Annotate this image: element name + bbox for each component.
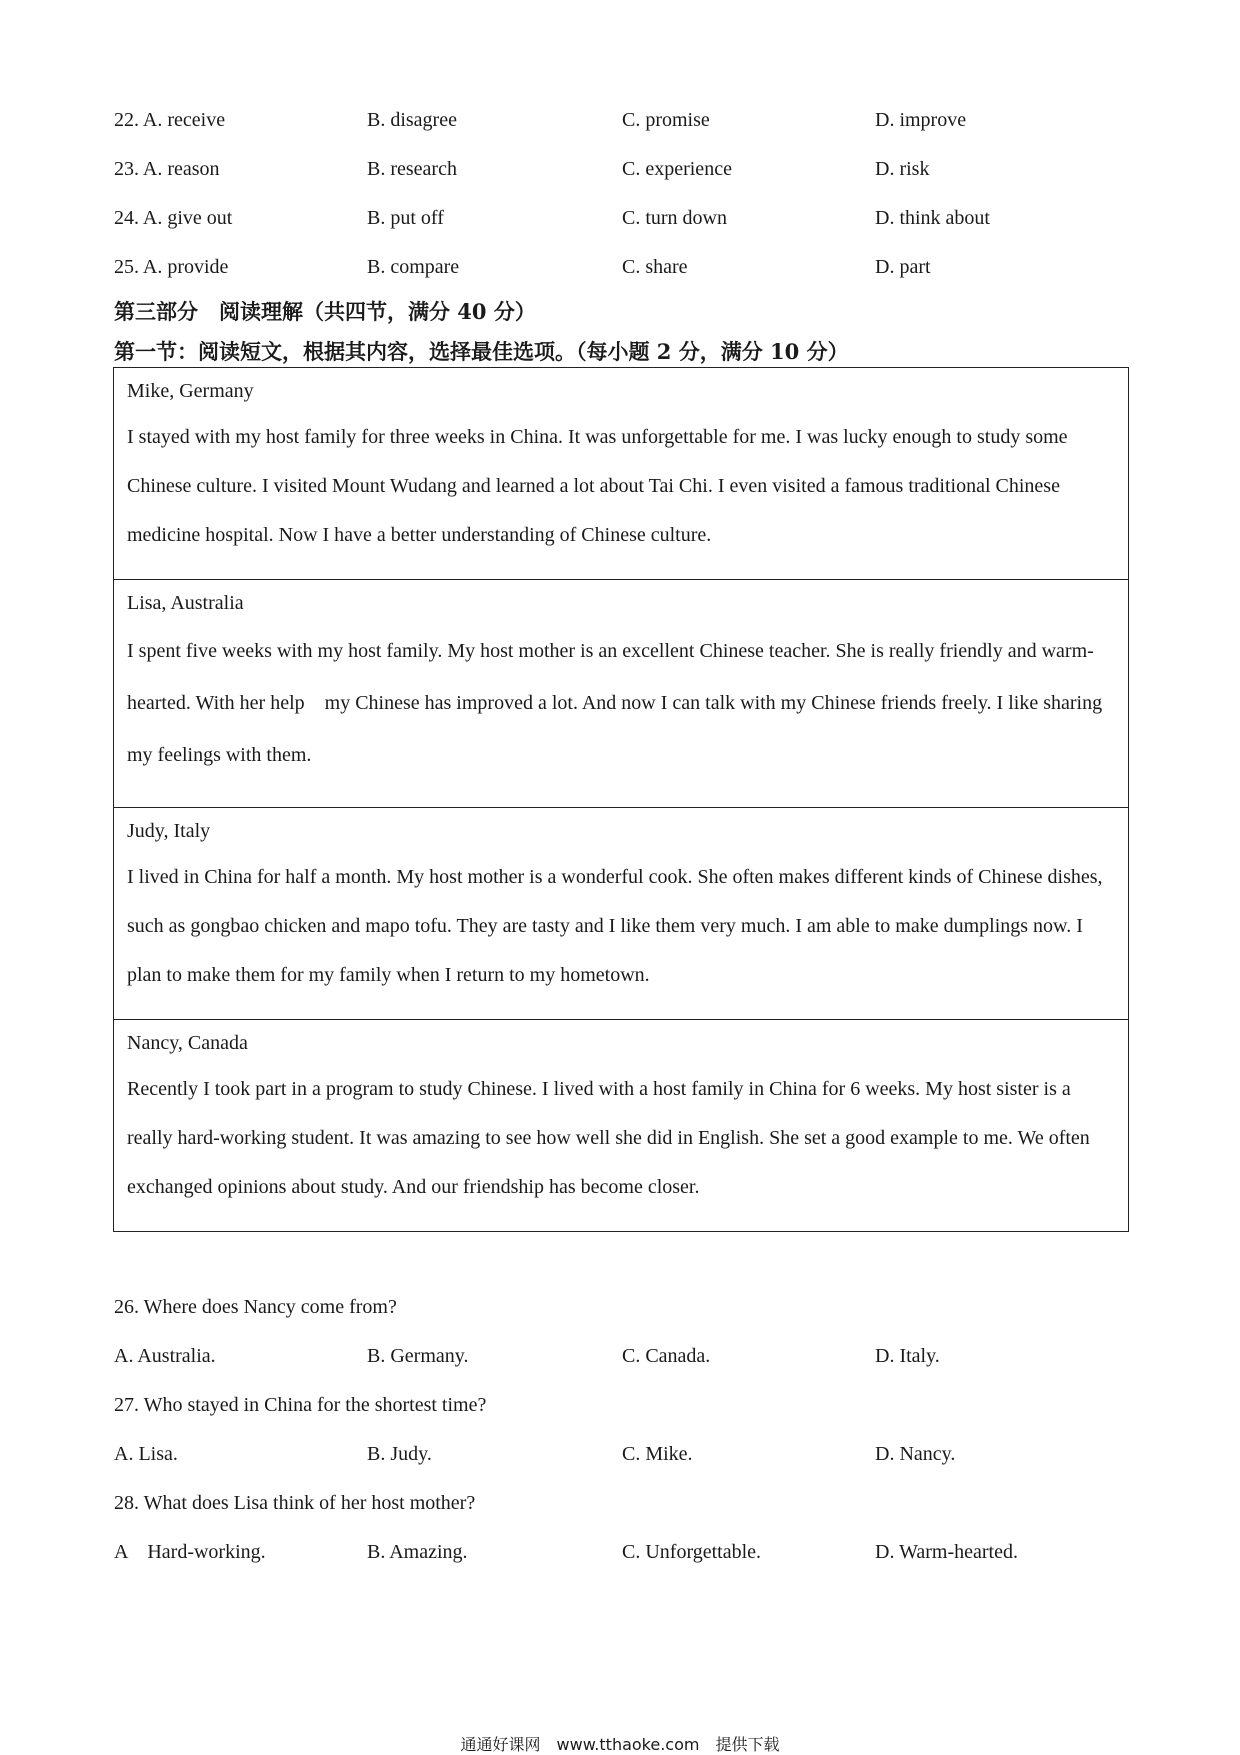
option-c: C. Mike. bbox=[622, 1443, 693, 1465]
option-b: B. Germany. bbox=[367, 1345, 469, 1367]
option-row-22 bbox=[114, 108, 1014, 157]
question-stem: 28. What does Lisa think of her host mother? bbox=[114, 1492, 476, 1514]
passage-author: Judy, Italy bbox=[127, 820, 211, 842]
passage-text: I spent five weeks with my host family. My host mother is an excellent Chinese teacher. She is really friendly and warm-hearted. With her help my Chinese has improved a lot. And now I can talk with my Chinese friends freely. I like sharing my feelings with them. bbox=[127, 640, 1103, 766]
cloze-options bbox=[114, 108, 1014, 304]
option-c: C. promise bbox=[622, 109, 710, 131]
option-d: D. Italy. bbox=[875, 1345, 940, 1367]
option-a: 23. A. reason bbox=[114, 158, 220, 180]
passage-author: Nancy, Canada bbox=[127, 1032, 248, 1054]
option-b: B. disagree bbox=[367, 109, 457, 131]
option-row-23 bbox=[114, 157, 1014, 206]
passage-table bbox=[113, 367, 1129, 1232]
option-row-28 bbox=[114, 1540, 1018, 1589]
subsection-heading: 第一节：阅读短文，根据其内容，选择最佳选项。（每小题 2 分，满分 10 分） bbox=[114, 339, 849, 364]
option-d: D. think about bbox=[875, 207, 990, 229]
option-c: C. turn down bbox=[622, 207, 727, 229]
passage-text: Recently I took part in a program to study Chinese. I lived with a host family in China for 6 weeks. My host sister is a really hard-working student. It was amazing to see how well she did in English. She set a good example to me. We often exchanged opinions about study. And our friendship has become closer. bbox=[127, 1078, 1090, 1198]
passage-entry bbox=[114, 1019, 1128, 1231]
question-options bbox=[114, 1442, 1014, 1491]
section-heading: 第三部分 阅读理解（共四节，满分 40 分） bbox=[114, 299, 536, 324]
option-c: C. Unforgettable. bbox=[622, 1541, 762, 1563]
option-a: A. Lisa. bbox=[114, 1443, 178, 1465]
option-row-27 bbox=[114, 1442, 1014, 1491]
option-d: D. improve bbox=[875, 109, 967, 131]
question-stem: 27. Who stayed in China for the shortest time? bbox=[114, 1394, 487, 1416]
page-footer: 通通好课网 www.tthaoke.com 提供下载 bbox=[460, 1735, 780, 1754]
option-a: 22. A. receive bbox=[114, 109, 226, 131]
option-a: 24. A. give out bbox=[114, 207, 233, 229]
passage-text: I stayed with my host family for three weeks in China. It was unforgettable for me. I was lucky enough to study some Chinese culture. I visited Mount Wudang and learned a lot about Tai Chi. I even visited a famous traditional Chinese medicine hospital. Now I have a better understanding of Chinese culture. bbox=[127, 426, 1068, 546]
question-stem: 26. Where does Nancy come from? bbox=[114, 1296, 397, 1318]
passage-author: Mike, Germany bbox=[127, 380, 254, 402]
option-a: A. Australia. bbox=[114, 1345, 216, 1367]
question-options bbox=[114, 1344, 1014, 1393]
option-d: D. Warm-hearted. bbox=[875, 1541, 1018, 1563]
option-row-24 bbox=[114, 206, 1014, 255]
option-d: D. part bbox=[875, 256, 931, 278]
passage-entry bbox=[114, 579, 1128, 807]
option-b: B. Judy. bbox=[367, 1443, 432, 1465]
option-a: A Hard-working. bbox=[114, 1541, 266, 1563]
option-b: B. compare bbox=[367, 256, 460, 278]
option-row-26 bbox=[114, 1344, 1014, 1393]
option-b: B. put off bbox=[367, 207, 444, 229]
passage-entry bbox=[114, 368, 1128, 579]
option-b: B. research bbox=[367, 158, 457, 180]
option-d: D. risk bbox=[875, 158, 930, 180]
passage-entry bbox=[114, 807, 1128, 1019]
question-options bbox=[114, 1540, 1018, 1589]
option-c: C. experience bbox=[622, 158, 732, 180]
option-c: C. share bbox=[622, 256, 688, 278]
option-b: B. Amazing. bbox=[367, 1541, 468, 1563]
passage-author: Lisa, Australia bbox=[127, 592, 244, 614]
option-a: 25. A. provide bbox=[114, 256, 229, 278]
option-d: D. Nancy. bbox=[875, 1443, 956, 1465]
option-c: C. Canada. bbox=[622, 1345, 711, 1367]
passage-text: I lived in China for half a month. My host mother is a wonderful cook. She often makes different kinds of Chinese dishes, such as gongbao chicken and mapo tofu. They are tasty and I like them very much. I am able to make dumplings now. I plan to make them for my family when I return to my hometown. bbox=[127, 866, 1103, 986]
